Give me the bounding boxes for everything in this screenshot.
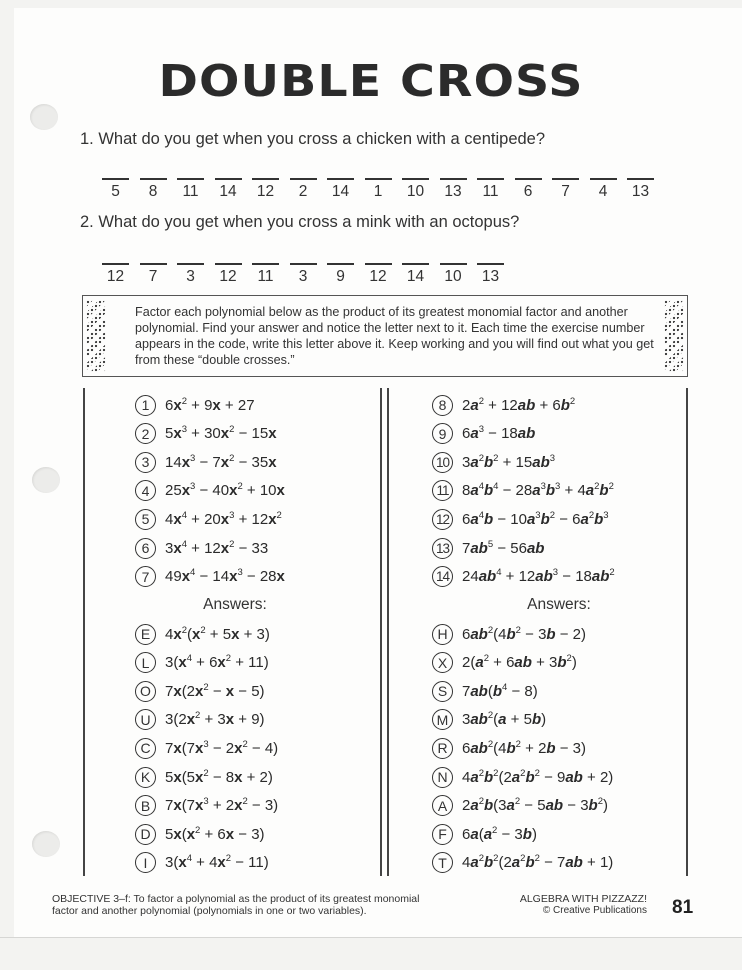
exercise-number-badge: 8 xyxy=(432,395,453,416)
answer-blank[interactable] xyxy=(138,178,169,208)
decorative-border-icon xyxy=(86,300,106,372)
code-number: 13 xyxy=(481,268,500,285)
objective-line-1: OBJECTIVE 3–f: To factor a polynomial as the product of its greatest monomial xyxy=(52,893,420,905)
answer-blank[interactable] xyxy=(325,263,356,293)
factored-answer: $4a^2b^2(2a^2b^2 - 9ab + 2)$ xyxy=(462,767,614,786)
code-number: 2 xyxy=(298,183,308,200)
answer-blank[interactable] xyxy=(213,178,244,208)
instructions-text: Factor each polynomial below as the product of its greatest monomial factor and another polynomial. Find your answer and notice the letter next to it. Each time the exercise number appears in the code, write this letter above it. Keep working and you will find out what you get from these “double crosses.” xyxy=(135,305,654,367)
question-2: 2. What do you get when you cross a mink with an octopus? xyxy=(80,213,520,231)
decorative-border-icon xyxy=(664,300,684,372)
factored-answer: $4a^2b^2(2a^2b^2 - 7ab + 1)$ xyxy=(462,853,614,872)
problem-item xyxy=(432,478,614,504)
problem-item xyxy=(135,392,255,418)
problem-item xyxy=(135,421,277,447)
book-credit xyxy=(497,893,647,917)
blank-line xyxy=(140,178,167,180)
problem-item xyxy=(135,564,285,590)
factored-answer: $6ab^2(4b^2 + 2b - 3)$ xyxy=(462,738,587,757)
question-1: 1. What do you get when you cross a chicken with a centipede? xyxy=(80,130,546,148)
answer-item xyxy=(135,850,269,876)
answer-blank[interactable] xyxy=(438,263,469,293)
factored-answer: $3ab^2(a + 5b)$ xyxy=(462,710,547,729)
blank-line xyxy=(365,263,392,265)
publisher: © Creative Publications xyxy=(542,905,647,916)
answer-blank[interactable] xyxy=(100,263,131,293)
code-number: 14 xyxy=(219,183,237,200)
exercise-number-badge: 2 xyxy=(135,423,156,444)
blank-line xyxy=(140,263,167,265)
answer-blank[interactable] xyxy=(100,178,131,208)
exercise-number-badge: 12 xyxy=(432,509,453,530)
exercise-number-badge: 13 xyxy=(432,538,453,559)
code-number: 11 xyxy=(182,183,199,200)
answer-blank[interactable] xyxy=(325,178,356,208)
problem-item xyxy=(432,564,615,590)
blank-line xyxy=(102,178,129,180)
binder-hole-bottom xyxy=(32,831,60,857)
code-number: 1 xyxy=(373,183,383,200)
factored-answer: $7x(2x^2 - x - 5)$ xyxy=(165,681,265,700)
blank-line xyxy=(327,178,354,180)
answer-letter-badge: H xyxy=(432,624,453,645)
answer-blank[interactable] xyxy=(400,263,431,293)
exercise-number-badge: 3 xyxy=(135,452,156,473)
polynomial: $7ab^5 - 56ab$ xyxy=(462,538,545,557)
answer-item xyxy=(135,821,265,847)
answer-blank[interactable] xyxy=(250,178,281,208)
blank-line xyxy=(440,178,467,180)
left-border-line xyxy=(83,388,85,876)
answer-blank[interactable] xyxy=(588,178,619,208)
answer-letter-badge: O xyxy=(135,681,156,702)
code-number: 10 xyxy=(444,268,462,285)
blank-line xyxy=(515,178,542,180)
right-border-line xyxy=(686,388,688,876)
answer-item xyxy=(432,764,613,790)
code-number: 3 xyxy=(298,268,308,285)
answer-blank[interactable] xyxy=(438,178,469,208)
answer-letter-badge: X xyxy=(432,652,453,673)
blank-line xyxy=(290,178,317,180)
answer-blank[interactable] xyxy=(513,178,544,208)
code-number: 14 xyxy=(406,268,425,285)
polynomial: $24ab^4 + 12ab^3 - 18ab^2$ xyxy=(462,567,615,586)
code-number: 12 xyxy=(256,183,275,200)
polynomial: $6x^2 + 9x + 27$ xyxy=(165,395,255,414)
answer-item xyxy=(432,793,608,819)
problem-item xyxy=(135,449,277,475)
answer-letter-badge: L xyxy=(135,652,156,673)
exercise-number-badge: 9 xyxy=(432,423,453,444)
worksheet-title: DOUBLE CROSS xyxy=(158,56,584,107)
polynomial: $3x^4 + 12x^2 - 33$ xyxy=(165,538,269,557)
answer-letter-badge: U xyxy=(135,709,156,730)
exercise-number-badge: 4 xyxy=(135,480,156,501)
center-divider-line xyxy=(387,388,389,876)
code-number: 12 xyxy=(219,268,237,285)
blank-line xyxy=(327,263,354,265)
binder-hole-top xyxy=(30,104,58,130)
answer-letter-badge: B xyxy=(135,795,156,816)
answer-letter-badge: S xyxy=(432,681,453,702)
answer-item xyxy=(135,735,278,761)
answer-blank[interactable] xyxy=(175,178,206,208)
objective-line-2: factor and another polynomial (polynomials in one or two variables). xyxy=(52,905,367,917)
blank-line xyxy=(102,263,129,265)
code-number: 7 xyxy=(561,183,570,200)
polynomial: $4x^4 + 20x^3 + 12x^2$ xyxy=(165,509,282,528)
code-number: 9 xyxy=(336,268,345,285)
blank-line xyxy=(477,263,504,265)
answer-blank[interactable] xyxy=(475,263,506,293)
exercise-number-badge: 5 xyxy=(135,509,156,530)
polynomial: $5x^3 + 30x^2 - 15x$ xyxy=(165,424,277,443)
code-number: 5 xyxy=(111,183,120,200)
answer-item xyxy=(432,678,538,704)
factored-answer: $6ab^2(4b^2 - 3b - 2)$ xyxy=(462,624,587,643)
answer-item xyxy=(135,678,265,704)
blank-line xyxy=(177,263,204,265)
answer-item xyxy=(432,850,613,876)
exercise-number-badge: 11 xyxy=(432,480,453,501)
code-number: 3 xyxy=(186,268,195,285)
code-number: 4 xyxy=(598,183,608,200)
book-title: ALGEBRA WITH PIZZAZZ! xyxy=(519,893,647,905)
factored-answer: $7x(7x^3 + 2x^2 - 3)$ xyxy=(165,796,279,815)
answer-item xyxy=(432,621,586,647)
center-divider-line xyxy=(380,388,382,876)
answer-blank[interactable] xyxy=(175,263,206,293)
code-number: 8 xyxy=(148,183,158,200)
factored-answer: $2a^2b(3a^2 - 5ab - 3b^2)$ xyxy=(462,796,608,815)
code-number: 12 xyxy=(369,268,387,285)
blank-line xyxy=(552,178,579,180)
factored-answer: $7ab(b^4 - 8)$ xyxy=(462,681,538,700)
answer-item xyxy=(135,621,270,647)
answer-blank[interactable] xyxy=(250,263,281,293)
answer-item xyxy=(432,650,577,676)
answer-blank[interactable] xyxy=(213,263,244,293)
factored-answer: $3(x^4 + 6x^2 + 11)$ xyxy=(165,653,269,672)
answers-heading-right: Answers: xyxy=(527,596,591,613)
instructions-box xyxy=(82,295,688,377)
polynomial: $14x^3 - 7x^2 - 35x$ xyxy=(165,452,277,471)
code-row-2 xyxy=(100,263,513,293)
answer-letter-badge: K xyxy=(135,767,156,788)
answer-item xyxy=(432,707,546,733)
blank-line xyxy=(440,263,467,265)
factored-answer: $7x(7x^3 - 2x^2 - 4)$ xyxy=(165,738,279,757)
answer-letter-badge: T xyxy=(432,852,453,873)
blank-line xyxy=(365,178,392,180)
factored-answer: $5x(5x^2 - 8x + 2)$ xyxy=(165,767,273,786)
answer-letter-badge: D xyxy=(135,824,156,845)
answer-blank[interactable] xyxy=(288,263,319,293)
answer-letter-badge: C xyxy=(135,738,156,759)
answer-blank[interactable] xyxy=(550,178,581,208)
factored-answer: $4x^2(x^2 + 5x + 3)$ xyxy=(165,624,270,643)
blank-line xyxy=(215,178,242,180)
exercise-number-badge: 6 xyxy=(135,538,156,559)
exercise-number-badge: 7 xyxy=(135,566,156,587)
polynomial: $6a^4b - 10a^3b^2 - 6a^2b^3$ xyxy=(462,509,609,528)
exercise-number-badge: 10 xyxy=(432,452,453,473)
problem-item xyxy=(432,449,555,475)
page-number: 81 xyxy=(672,897,694,918)
problem-item xyxy=(432,421,535,447)
answer-blank[interactable] xyxy=(363,178,394,208)
answer-blank[interactable] xyxy=(625,178,656,208)
blank-line xyxy=(627,178,654,180)
exercise-number-badge: 14 xyxy=(432,566,453,587)
answer-item xyxy=(135,764,273,790)
answer-letter-badge: N xyxy=(432,767,453,788)
answer-item xyxy=(135,650,269,676)
problem-item xyxy=(135,506,282,532)
problem-item xyxy=(432,506,609,532)
code-number: 7 xyxy=(148,268,158,285)
polynomial: $8a^4b^4 - 28a^3b^3 + 4a^2b^2$ xyxy=(462,481,614,500)
factored-answer: $6a(a^2 - 3b)$ xyxy=(462,824,537,843)
answer-letter-badge: M xyxy=(432,709,453,730)
answer-letter-badge: F xyxy=(432,824,453,845)
objective-text xyxy=(52,893,492,917)
polynomial: $6a^3 - 18ab$ xyxy=(462,424,536,443)
problem-item xyxy=(135,535,268,561)
answer-blank[interactable] xyxy=(475,178,506,208)
answer-letter-badge: A xyxy=(432,795,453,816)
blank-line xyxy=(290,263,317,265)
answer-item xyxy=(135,707,265,733)
factored-answer: $3(x^4 + 4x^2 - 11)$ xyxy=(165,853,269,872)
code-number: 11 xyxy=(257,268,274,285)
blank-line xyxy=(402,263,429,265)
answer-blank[interactable] xyxy=(400,178,431,208)
polynomial: $3a^2b^2 + 15ab^3$ xyxy=(462,452,556,471)
problem-item xyxy=(135,478,285,504)
problem-item xyxy=(432,535,544,561)
problem-item xyxy=(432,392,575,418)
code-number: 6 xyxy=(523,183,533,200)
answer-blank[interactable] xyxy=(138,263,169,293)
answer-item xyxy=(135,793,278,819)
code-number: 11 xyxy=(482,183,499,200)
blank-line xyxy=(477,178,504,180)
answer-letter-badge: I xyxy=(135,852,156,873)
factored-answer: $3(2x^2 + 3x + 9)$ xyxy=(165,710,265,729)
answer-item xyxy=(432,735,586,761)
code-number: 12 xyxy=(106,268,125,285)
answer-letter-badge: E xyxy=(135,624,156,645)
code-number: 10 xyxy=(406,183,425,200)
factored-answer: $5x(x^2 + 6x - 3)$ xyxy=(165,824,265,843)
exercise-number-badge: 1 xyxy=(135,395,156,416)
answer-blank[interactable] xyxy=(363,263,394,293)
blank-line xyxy=(402,178,429,180)
code-number: 13 xyxy=(444,183,462,200)
blank-line xyxy=(590,178,617,180)
blank-line xyxy=(252,178,279,180)
blank-line xyxy=(252,263,279,265)
answer-blank[interactable] xyxy=(288,178,319,208)
binder-hole-middle xyxy=(32,467,60,493)
code-row-1 xyxy=(100,178,663,208)
code-number: 14 xyxy=(331,183,350,200)
code-number: 13 xyxy=(631,183,650,200)
answer-letter-badge: R xyxy=(432,738,453,759)
polynomial: $49x^4 - 14x^3 - 28x$ xyxy=(165,567,285,586)
blank-line xyxy=(215,263,242,265)
polynomial: $25x^3 - 40x^2 + 10x$ xyxy=(165,481,285,500)
answers-heading-left: Answers: xyxy=(203,596,267,613)
answer-item xyxy=(432,821,537,847)
factored-answer: $2(a^2 + 6ab + 3b^2)$ xyxy=(462,653,577,672)
polynomial: $2a^2 + 12ab + 6b^2$ xyxy=(462,395,576,414)
page-edge xyxy=(0,937,742,938)
blank-line xyxy=(177,178,204,180)
